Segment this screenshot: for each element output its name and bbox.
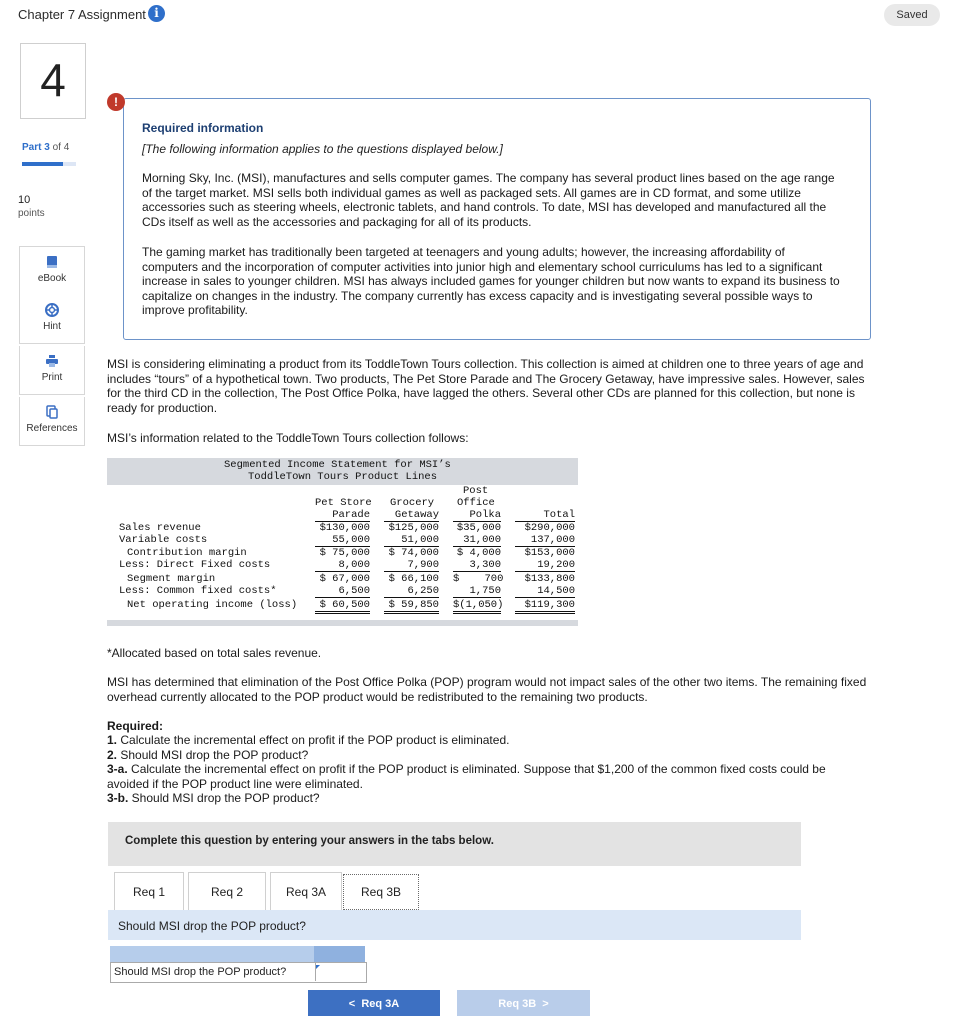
info-paragraph-2: The gaming market has traditionally been targeted at teenagers and young adults; however, the increasing affordability of computers and the incorporation of computer activities into junior high and elementary school curriculums has led to a significant increase in sales to younger children. MSI has always included games for younger children but now wants to expand its business to capitalize on changes in the industry. The company currently has excess capacity and is investigating several possible ways to improve profitability. xyxy=(142,245,840,318)
part-of: of 4 xyxy=(52,142,70,153)
row-label: Sales revenue xyxy=(119,522,201,534)
question-number: 4 xyxy=(40,54,66,106)
cell-total: $290,000 xyxy=(524,522,575,534)
saved-badge: Saved xyxy=(884,4,940,26)
hint-label: Hint xyxy=(43,321,61,332)
cell-gro: $ 74,000 xyxy=(388,547,439,559)
required-heading: Required: xyxy=(107,719,164,733)
prev-req-3a-button[interactable]: < Req 3A xyxy=(308,990,440,1016)
book-icon xyxy=(45,255,59,269)
cell-total: $153,000 xyxy=(524,547,575,559)
question-number-box xyxy=(20,43,86,119)
required-list xyxy=(107,733,867,806)
elimination-paragraph: MSI has determined that elimination of the Post Office Polka (POP) program would not impact sales of the other two items. The remaining fixed overhead currently allocated to the POP product would be redistributed to the remaining two products. xyxy=(107,675,867,704)
cell-total: 14,500 xyxy=(515,585,575,598)
references-button[interactable] xyxy=(19,397,85,446)
prev-button-label: Req 3A xyxy=(361,998,400,1010)
row-label: Net operating income (loss) xyxy=(127,599,298,611)
cell-pet: 55,000 xyxy=(315,534,370,547)
tab-req-2[interactable]: Req 2 xyxy=(188,872,266,911)
instruction-text: Complete this question by entering your answers in the tabs below. xyxy=(125,835,494,847)
cell-pop: 1,750 xyxy=(453,585,501,598)
required-info-title: Required information xyxy=(142,121,264,135)
cell-total: 137,000 xyxy=(515,534,575,547)
cell-pet: $ 67,000 xyxy=(319,573,370,585)
statement-title-1: Segmented Income Statement for MSI’s xyxy=(224,459,451,471)
col-header-office: Office xyxy=(457,497,495,509)
row-label: Segment margin xyxy=(127,573,216,585)
print-label: Print xyxy=(41,372,63,383)
col-header-post: Post xyxy=(463,485,489,497)
assignment-title: Chapter 7 Assignment xyxy=(18,7,146,22)
hint-icon xyxy=(45,303,59,317)
statement-title-2: ToddleTown Tours Product Lines xyxy=(248,471,438,483)
row-label: Less: Direct Fixed costs xyxy=(119,559,271,571)
statement-footer-bar xyxy=(107,620,578,626)
row-label: Variable costs xyxy=(119,534,208,546)
cell-pet: $130,000 xyxy=(319,522,370,534)
part-current: 3 xyxy=(44,142,50,153)
tab-req-3a[interactable]: Req 3A xyxy=(270,872,342,911)
part-indicator xyxy=(22,142,69,153)
part-progress-fill xyxy=(22,162,63,166)
info-icon[interactable]: i xyxy=(148,5,165,22)
cell-gro: $125,000 xyxy=(388,522,439,534)
row-label: Less: Common fixed costs* xyxy=(119,585,277,597)
cell-pop: $ 700 xyxy=(453,573,504,585)
col-header-pet-2: Parade xyxy=(315,509,370,522)
footnote: *Allocated based on total sales revenue. xyxy=(107,646,322,660)
answer-table-header-input-col xyxy=(314,946,365,962)
cell-gro: $ 66,100 xyxy=(388,573,439,585)
next-req-3b-button[interactable]: Req 3B > xyxy=(457,990,590,1016)
cell-pop: $(1,050) xyxy=(453,599,501,614)
points-label: points xyxy=(18,208,45,219)
alert-icon: ! xyxy=(107,93,125,111)
references-label: References xyxy=(26,423,78,434)
cell-pop: 31,000 xyxy=(453,534,501,547)
table-intro: MSI’s information related to the ToddleTown Tours collection follows: xyxy=(107,431,469,445)
part-label: Part xyxy=(22,142,42,153)
cell-gro: $ 59,850 xyxy=(384,599,439,614)
answer-row xyxy=(110,962,367,983)
cell-gro: 6,250 xyxy=(384,585,439,598)
cell-pet: $ 75,000 xyxy=(319,547,370,559)
req-item-3a: 3-a. Calculate the incremental effect on profit if the POP product is eliminated. Suppose that $1,200 of the common fixed costs could be avoided if the POP product line were eliminated. xyxy=(107,762,826,791)
cell-total: $133,800 xyxy=(524,573,575,585)
cell-pop: $ 4,000 xyxy=(456,547,501,559)
req-item-3b: 3-b. Should MSI drop the POP product? xyxy=(107,791,320,806)
points-value: 10 xyxy=(18,194,31,206)
scenario-paragraph: MSI is considering eliminating a product from its ToddleTown Tours collection. This collection is aimed at children one to three years of age and includes “tours” of a hypothetical town. Two products, The Pet Store Parade and The Grocery Getaway, have impressive sales. However, sales for the third CD in the collection, The Post Office Polka, have lagged the others. Several other CDs are planned for this collection, but none is ready for production. xyxy=(107,357,865,415)
segmented-income-statement xyxy=(107,458,578,626)
tab-panel-header xyxy=(108,910,801,940)
dropdown-indicator-icon xyxy=(316,965,320,969)
references-icon xyxy=(45,405,59,419)
cell-pet: $ 60,500 xyxy=(315,599,370,614)
req-item-1: 1. Calculate the incremental effect on profit if the POP product is eliminated. xyxy=(107,733,510,747)
answer-row-label: Should MSI drop the POP product? xyxy=(114,966,287,978)
col-header-pet-1: Pet Store xyxy=(315,497,372,509)
cell-total: $119,300 xyxy=(515,599,575,614)
tab-panel-question: Should MSI drop the POP product? xyxy=(118,919,306,933)
next-button-label: Req 3B xyxy=(498,998,537,1010)
cell-pet: 6,500 xyxy=(315,585,370,598)
cell-pop: 3,300 xyxy=(453,559,501,572)
col-header-pop: Polka xyxy=(453,509,501,522)
tab-req-3b[interactable]: Req 3B xyxy=(343,874,419,910)
hint-button[interactable] xyxy=(19,295,85,344)
cell-gro: 51,000 xyxy=(384,534,439,547)
part-progress-bar xyxy=(22,162,76,166)
col-header-total: Total xyxy=(515,509,575,522)
cell-total: 19,200 xyxy=(515,559,575,572)
req-item-2: 2. Should MSI drop the POP product? xyxy=(107,747,309,762)
required-info-subtitle: [The following information applies to the questions displayed below.] xyxy=(142,142,503,156)
tab-req-1[interactable]: Req 1 xyxy=(114,872,184,911)
cell-gro: 7,900 xyxy=(384,559,439,572)
cell-pop: $35,000 xyxy=(456,522,501,534)
ebook-button[interactable] xyxy=(19,246,85,296)
print-icon xyxy=(45,354,59,368)
cell-pet: 8,000 xyxy=(315,559,370,572)
instruction-bar xyxy=(108,822,801,866)
print-button[interactable] xyxy=(19,346,85,395)
col-header-gro-1: Grocery xyxy=(390,497,435,509)
col-header-gro-2: Getaway xyxy=(384,509,439,522)
required-info-box xyxy=(123,98,871,340)
ebook-label: eBook xyxy=(37,273,67,284)
row-label: Contribution margin xyxy=(127,547,247,559)
info-paragraph-1: Morning Sky, Inc. (MSI), manufactures and sells computer games. The company has several product lines based on the age range of the target market. MSI sells both individual games as well as packaged sets. All games are in CD format, and some utilize accessories such as steering wheels, electronic tablets, and hand controls. To date, MSI has developed and manufactured all the CDs itself as well as the accessories and packaging for all of its products. xyxy=(142,171,835,229)
drop-pop-answer-select[interactable] xyxy=(315,963,366,981)
